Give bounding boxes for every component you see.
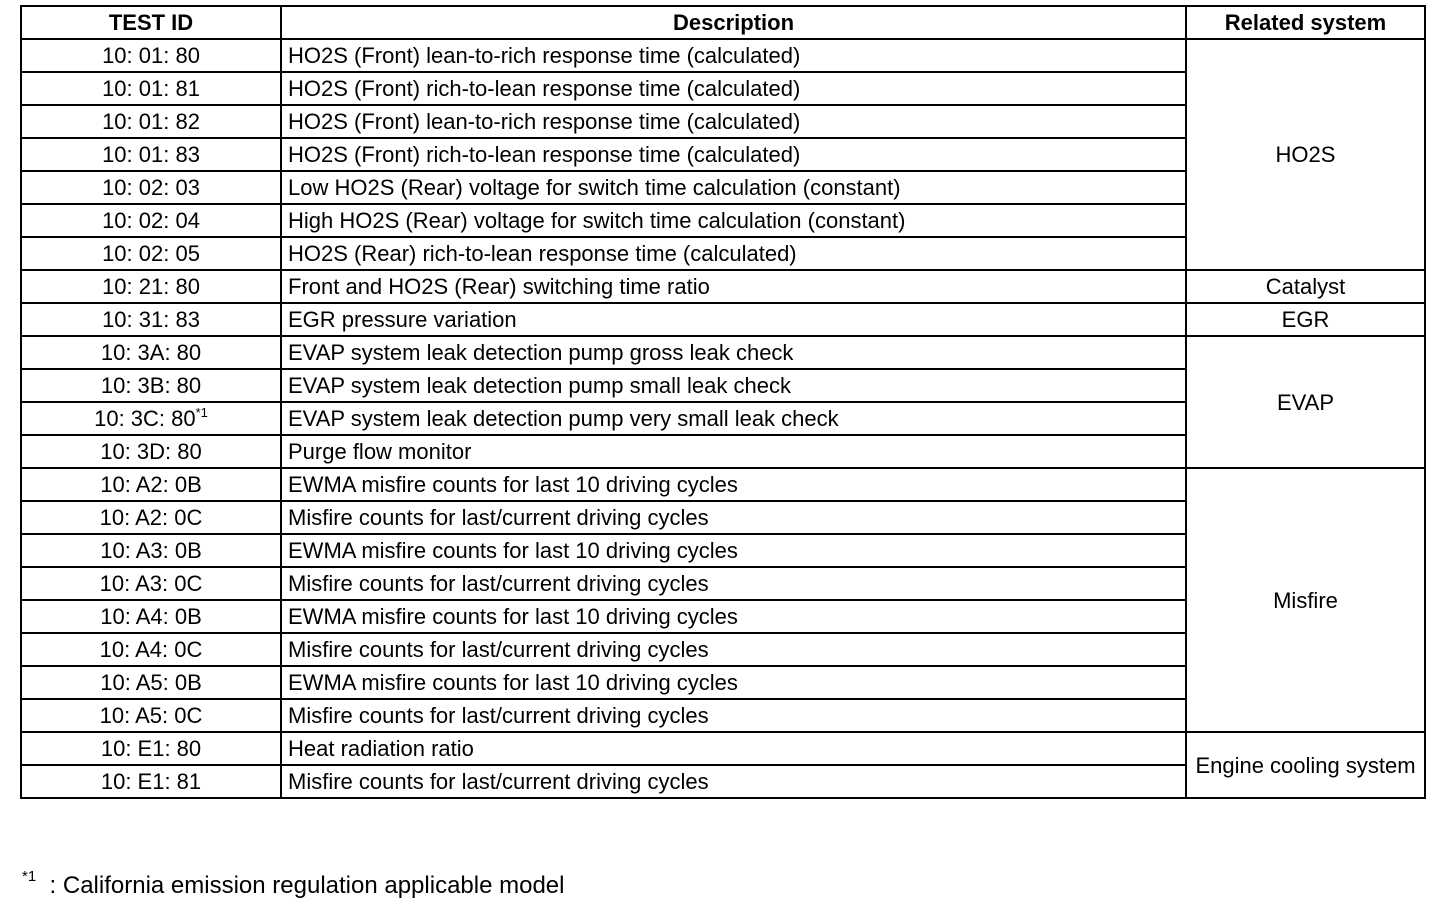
test-id-cell bbox=[21, 105, 281, 138]
test-id-cell bbox=[21, 72, 281, 105]
test-id-value: 10: 02: 03 bbox=[102, 175, 200, 200]
table-row bbox=[21, 468, 1425, 501]
test-id-cell bbox=[21, 303, 281, 336]
footnote-ref: *1 bbox=[195, 405, 208, 420]
header-test-id: TEST ID bbox=[21, 6, 281, 39]
test-id-cell bbox=[21, 534, 281, 567]
test-id-value: 10: A5: 0B bbox=[100, 670, 202, 695]
related-system-cell: Misfire bbox=[1186, 468, 1425, 732]
test-id-value: 10: A4: 0B bbox=[100, 604, 202, 629]
description-cell: Misfire counts for last/current driving cycles bbox=[281, 765, 1186, 798]
test-id-value: 10: 31: 83 bbox=[102, 307, 200, 332]
footnote-mark: *1 bbox=[22, 868, 37, 885]
test-id-cell bbox=[21, 435, 281, 468]
description-cell: EVAP system leak detection pump very small leak check bbox=[281, 402, 1186, 435]
description-cell: EGR pressure variation bbox=[281, 303, 1186, 336]
header-description: Description bbox=[281, 6, 1186, 39]
description-cell: EWMA misfire counts for last 10 driving cycles bbox=[281, 600, 1186, 633]
test-id-value: 10: E1: 80 bbox=[100, 736, 202, 761]
related-system-cell: HO2S bbox=[1186, 39, 1425, 270]
test-id-cell bbox=[21, 336, 281, 369]
test-id-cell bbox=[21, 633, 281, 666]
test-id-cell bbox=[21, 402, 281, 435]
test-id-cell bbox=[21, 600, 281, 633]
test-id-cell bbox=[21, 666, 281, 699]
description-cell: HO2S (Front) rich-to-lean response time (calculated) bbox=[281, 72, 1186, 105]
description-cell: Misfire counts for last/current driving cycles bbox=[281, 633, 1186, 666]
test-id-cell bbox=[21, 567, 281, 600]
test-id-value: 10: 01: 83 bbox=[102, 142, 200, 167]
description-cell: EVAP system leak detection pump small leak check bbox=[281, 369, 1186, 402]
test-id-value: 10: 02: 04 bbox=[102, 208, 200, 233]
test-id-cell bbox=[21, 699, 281, 732]
description-cell: Heat radiation ratio bbox=[281, 732, 1186, 765]
related-system-cell: Catalyst bbox=[1186, 270, 1425, 303]
test-id-cell bbox=[21, 369, 281, 402]
footnote-text: : California emission regulation applicable model bbox=[49, 872, 565, 899]
test-id-cell bbox=[21, 468, 281, 501]
table-row bbox=[21, 732, 1425, 765]
footnote bbox=[22, 868, 565, 900]
table-row bbox=[21, 303, 1425, 336]
test-id-cell bbox=[21, 270, 281, 303]
description-cell: Misfire counts for last/current driving cycles bbox=[281, 501, 1186, 534]
related-system-cell: EGR bbox=[1186, 303, 1425, 336]
test-id-cell bbox=[21, 501, 281, 534]
test-id-value: 10: A2: 0B bbox=[100, 472, 202, 497]
description-cell: HO2S (Front) rich-to-lean response time (calculated) bbox=[281, 138, 1186, 171]
test-id-value: 10: A4: 0C bbox=[99, 637, 203, 662]
table-row bbox=[21, 270, 1425, 303]
description-cell: EWMA misfire counts for last 10 driving cycles bbox=[281, 666, 1186, 699]
test-id-value: 10: 3D: 80 bbox=[100, 439, 202, 464]
description-cell: EWMA misfire counts for last 10 driving cycles bbox=[281, 468, 1186, 501]
test-id-cell bbox=[21, 138, 281, 171]
test-id-value: 10: A3: 0C bbox=[99, 571, 203, 596]
description-cell: High HO2S (Rear) voltage for switch time calculation (constant) bbox=[281, 204, 1186, 237]
related-system-cell: EVAP bbox=[1186, 336, 1425, 468]
test-id-value: 10: 3C: 80 bbox=[94, 406, 196, 431]
test-id-table bbox=[20, 5, 1426, 799]
test-id-value: 10: 3A: 80 bbox=[100, 340, 202, 365]
description-cell: HO2S (Front) lean-to-rich response time (calculated) bbox=[281, 39, 1186, 72]
related-system-cell: Engine cooling system bbox=[1186, 732, 1425, 798]
test-id-cell bbox=[21, 237, 281, 270]
test-id-value: 10: 3B: 80 bbox=[100, 373, 202, 398]
description-cell: Purge flow monitor bbox=[281, 435, 1186, 468]
test-id-value: 10: A3: 0B bbox=[100, 538, 202, 563]
test-id-value: 10: 01: 81 bbox=[102, 76, 200, 101]
test-id-cell bbox=[21, 732, 281, 765]
table-body bbox=[21, 39, 1425, 798]
test-id-value: 10: 21: 80 bbox=[102, 274, 200, 299]
description-cell: EVAP system leak detection pump gross leak check bbox=[281, 336, 1186, 369]
header-related-system: Related system bbox=[1186, 6, 1425, 39]
test-id-value: 10: 02: 05 bbox=[102, 241, 200, 266]
description-cell: Misfire counts for last/current driving cycles bbox=[281, 567, 1186, 600]
test-id-value: 10: A5: 0C bbox=[99, 703, 203, 728]
description-cell: HO2S (Rear) rich-to-lean response time (calculated) bbox=[281, 237, 1186, 270]
description-cell: EWMA misfire counts for last 10 driving cycles bbox=[281, 534, 1186, 567]
test-id-value: 10: A2: 0C bbox=[99, 505, 203, 530]
test-id-value: 10: E1: 81 bbox=[100, 769, 202, 794]
description-cell: HO2S (Front) lean-to-rich response time (calculated) bbox=[281, 105, 1186, 138]
description-cell: Misfire counts for last/current driving cycles bbox=[281, 699, 1186, 732]
test-id-cell bbox=[21, 204, 281, 237]
test-id-cell bbox=[21, 765, 281, 798]
test-id-value: 10: 01: 82 bbox=[102, 109, 200, 134]
test-id-value: 10: 01: 80 bbox=[102, 43, 200, 68]
table-row bbox=[21, 39, 1425, 72]
test-id-cell bbox=[21, 39, 281, 72]
description-cell: Low HO2S (Rear) voltage for switch time calculation (constant) bbox=[281, 171, 1186, 204]
table-header-row bbox=[21, 6, 1425, 39]
test-id-cell bbox=[21, 171, 281, 204]
description-cell: Front and HO2S (Rear) switching time ratio bbox=[281, 270, 1186, 303]
table-row bbox=[21, 336, 1425, 369]
